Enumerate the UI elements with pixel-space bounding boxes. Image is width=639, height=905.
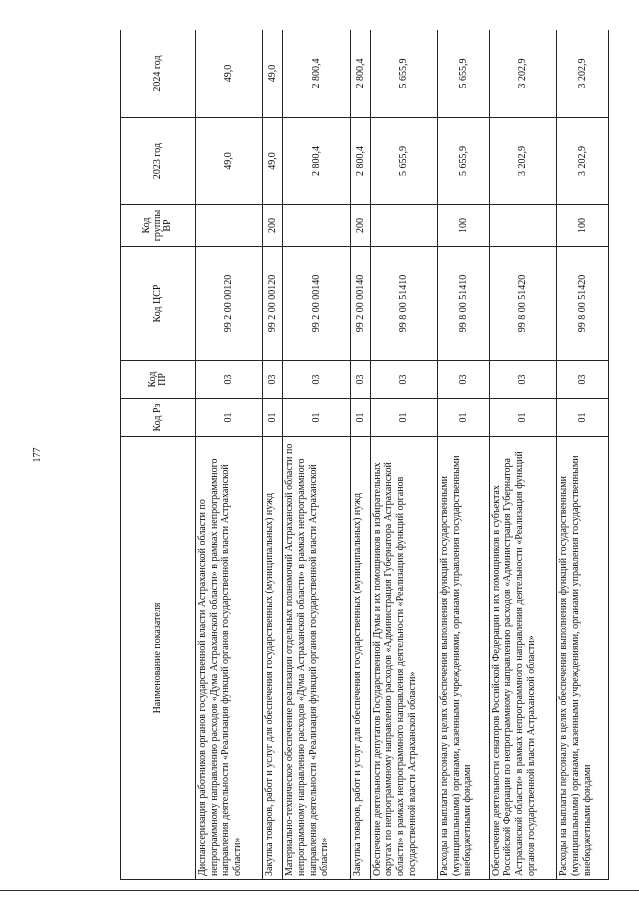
cell-vr <box>196 205 263 247</box>
table-frame <box>120 30 609 880</box>
table-row <box>263 30 283 880</box>
cell-rz: 01 <box>283 399 350 437</box>
cell-pr: 03 <box>438 361 490 399</box>
table-row <box>557 30 609 880</box>
cell-vr <box>283 205 350 247</box>
cell-2024: 2 800,4 <box>350 30 370 118</box>
cell-pr: 03 <box>489 361 556 399</box>
cell-vr <box>489 205 556 247</box>
cell-2024: 3 202,9 <box>489 30 556 118</box>
cell-vr: 100 <box>438 205 490 247</box>
cell-vr <box>370 205 437 247</box>
cell-2023: 2 800,4 <box>283 118 350 205</box>
cell-name: Обеспечение деятельности сенаторов Российской Федерации и их помощников в субъектах Российской Федерации по непрограммному направлению расходов «Администрация Губернатора Астраханской области» в рамках непрограммного направления деятельности «Реализация функций органов государственной власти Астраханской области» <box>489 437 556 880</box>
cell-name: Материально-техническое обеспечение реализации отдельных полномочий Астраханской области по непрограммному направлению расходов «Дума Астраханской области» в рамках непрограммного направления деятельности «Реализация функций органов государственной власти Астраханской области» <box>283 437 350 880</box>
cell-rz: 01 <box>438 399 490 437</box>
cell-name: Расходы на выплаты персоналу в целях обеспечения выполнения функций государственными (муниципальными) органами, казенными учреждениями, органами управления государственными внебюджетными фондами <box>438 437 490 880</box>
cell-rz: 01 <box>370 399 437 437</box>
bottom-divider <box>0 890 639 891</box>
cell-name: Диспансеризация работников органов государственной власти Астраханской области по непрограммному направлению расходов «Дума Астраханской области» в рамках непрограммного направления деятельности «Реализация функций органов государственной власти Астраханской области» <box>196 437 263 880</box>
cell-2024: 49,0 <box>196 30 263 118</box>
table-header <box>121 30 196 880</box>
header-code-pr: Код ПР <box>121 361 196 399</box>
table-row <box>196 30 263 880</box>
cell-csr: 99 2 00 00140 <box>283 247 350 361</box>
cell-2023: 5 655,9 <box>438 118 490 205</box>
cell-2024: 2 800,4 <box>283 30 350 118</box>
cell-csr: 99 8 00 51420 <box>557 247 609 361</box>
cell-name: Закупка товаров, работ и услуг для обеспечения государственных (муниципальных) нужд <box>350 437 370 880</box>
cell-2023: 5 655,9 <box>370 118 437 205</box>
cell-csr: 99 2 00 00140 <box>350 247 370 361</box>
header-indicator-name: Наименование показателя <box>121 437 196 880</box>
cell-pr: 03 <box>350 361 370 399</box>
header-code-vr: Код группы ВР <box>121 205 196 247</box>
cell-name: Расходы на выплаты персоналу в целях обеспечения выполнения функций государственными (муниципальными) органами, казенными учреждениями, органами управления государственными внебюджетными фондами <box>557 437 609 880</box>
cell-2024: 5 655,9 <box>438 30 490 118</box>
cell-pr: 03 <box>196 361 263 399</box>
cell-pr: 03 <box>263 361 283 399</box>
table-row <box>283 30 350 880</box>
cell-name: Закупка товаров, работ и услуг для обеспечения государственных (муниципальных) нужд <box>263 437 283 880</box>
cell-rz: 01 <box>263 399 283 437</box>
cell-2023: 49,0 <box>263 118 283 205</box>
cell-pr: 03 <box>557 361 609 399</box>
cell-vr: 200 <box>263 205 283 247</box>
cell-2023: 3 202,9 <box>557 118 609 205</box>
cell-rz: 01 <box>557 399 609 437</box>
cell-2023: 2 800,4 <box>350 118 370 205</box>
cell-2024: 3 202,9 <box>557 30 609 118</box>
table-row <box>350 30 370 880</box>
cell-pr: 03 <box>283 361 350 399</box>
cell-2024: 49,0 <box>263 30 283 118</box>
cell-rz: 01 <box>350 399 370 437</box>
header-row <box>121 30 196 880</box>
header-code-csr: Код ЦСР <box>121 247 196 361</box>
cell-rz: 01 <box>196 399 263 437</box>
cell-csr: 99 8 00 51410 <box>438 247 490 361</box>
cell-csr: 99 2 00 00120 <box>263 247 283 361</box>
table-row <box>438 30 490 880</box>
table-row <box>370 30 437 880</box>
cell-rz: 01 <box>489 399 556 437</box>
cell-vr: 200 <box>350 205 370 247</box>
cell-pr: 03 <box>370 361 437 399</box>
cell-vr: 100 <box>557 205 609 247</box>
cell-2023: 3 202,9 <box>489 118 556 205</box>
cell-csr: 99 8 00 51410 <box>370 247 437 361</box>
cell-2024: 5 655,9 <box>370 30 437 118</box>
page-number: 177 <box>32 447 43 463</box>
header-code-rz: Код Рз <box>121 399 196 437</box>
cell-name: Обеспечение деятельности депутатов Государственной Думы и их помощников в избирательных округах по непрограммному направлению расходов «Администрация Губернатора Астраханской области» в рамках непрограммного направления деятельности «Реализация функций органов государственной власти Астраханской области» <box>370 437 437 880</box>
header-year-2023: 2023 год <box>121 118 196 205</box>
rotated-table-container <box>120 30 609 880</box>
table-body <box>196 30 609 880</box>
budget-table <box>120 30 609 880</box>
cell-2023: 49,0 <box>196 118 263 205</box>
cell-csr: 99 2 00 00120 <box>196 247 263 361</box>
cell-csr: 99 8 00 51420 <box>489 247 556 361</box>
header-year-2024: 2024 год <box>121 30 196 118</box>
table-row <box>489 30 556 880</box>
